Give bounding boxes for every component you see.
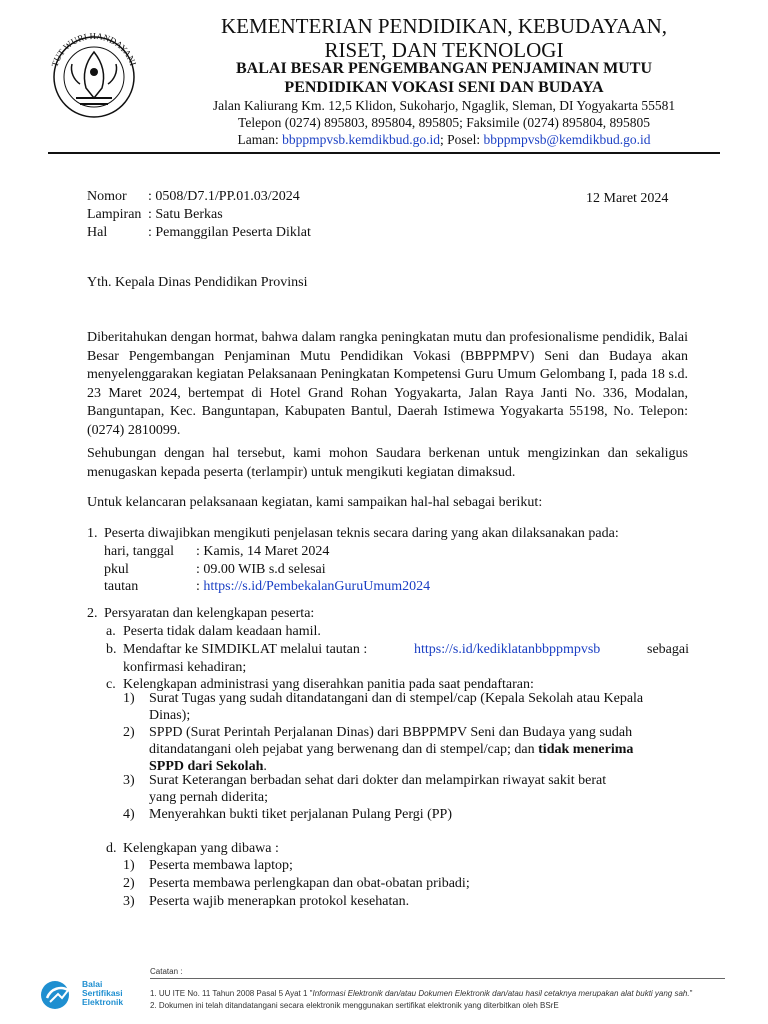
lampiran-value: : Satu Berkas bbox=[148, 207, 223, 222]
item-2c4-number: 4) bbox=[123, 807, 135, 822]
paragraph-2: Sehubungan dengan hal tersebut, kami mohon Saudara berkenan untuk mengizinkan dan sekaligus menugaskan kepada peserta (terlampir) untuk mengikuti kegiatan dimaksud. bbox=[87, 446, 688, 480]
footer-note-2: 2. Dokumen ini telah ditandatangani secara elektronik menggunakan sertifikat elektronik yang diterbitkan oleh BSrE bbox=[150, 1001, 559, 1010]
item-2c2-line-1: SPPD (Surat Perintah Perjalanan Dinas) dari BBPPMPV Seni dan Budaya yang sudah bbox=[149, 725, 633, 740]
item-2c2-line-2 bbox=[149, 741, 633, 760]
email-link[interactable]: bbppmpvsb@kemdikbud.go.id bbox=[483, 132, 651, 147]
nomor-label: Nomor bbox=[87, 189, 127, 204]
bsre-line-2: Sertifikasi bbox=[82, 988, 123, 998]
item-2d3-number: 3) bbox=[123, 894, 135, 909]
unit-line-2: PENDIDIKAN VOKASI SENI DAN BUDAYA bbox=[284, 79, 604, 96]
time-label: pkul bbox=[104, 562, 129, 577]
link-colon: : bbox=[196, 579, 204, 594]
item-2c-text: Kelengkapan administrasi yang diserahkan panitia pada saat pendaftaran: bbox=[123, 677, 534, 692]
hal-value: : Pemanggilan Peserta Diklat bbox=[148, 225, 311, 240]
ministry-line-2: RISET, DAN TEKNOLOGI bbox=[324, 38, 564, 62]
day-value: : Kamis, 14 Maret 2024 bbox=[196, 544, 330, 559]
paragraph-1: Diberitahukan dengan hormat, bahwa dalam rangka peningkatan mutu dan profesionalisme pendidik, Balai Besar Pengembangan Penjaminan Mutu Pendidikan Vokasi (BBPPMPV) Seni dan Budaya akan menyelenggarakan kegiatan Pelaksanaan Peningkatan Kompetensi Guru Umum Gelombang I, pada 18 s.d. 23 Maret 2024, bertempat di Hotel Grand Rohan Yogyakarta, Jalan Raya Janti No. 336, Modalan, Banguntapan, Kec. Banguntapan, Kabupaten Bantul, Daerah Istimewa Yogyakarta 55198, No. Telepon: (0274) 2810099. bbox=[87, 330, 688, 438]
day-label: hari, tanggal bbox=[104, 544, 174, 559]
paragraph-3: Untuk kelancaran pelaksanaan kegiatan, kami sampaikan hal-hal sebagai berikut: bbox=[87, 495, 543, 510]
footer-note-1 bbox=[150, 989, 725, 998]
item-2b-post: sebagai bbox=[647, 642, 689, 657]
footer-divider bbox=[150, 978, 725, 979]
bsre-wordmark bbox=[82, 980, 123, 1007]
item-2c3-line-1: Surat Keterangan berbadan sehat dari dokter dan melampirkan riwayat sakit berat bbox=[149, 773, 607, 788]
item-2c1-number: 1) bbox=[123, 691, 135, 706]
item-2d-text: Kelengkapan yang dibawa : bbox=[123, 841, 279, 856]
item-2c2-bold-2: SPPD dari Sekolah bbox=[149, 759, 264, 774]
bsre-line-3: Elektronik bbox=[82, 997, 124, 1007]
item-2d3-text: Peserta wajib menerapkan protokol kesehatan. bbox=[149, 894, 410, 909]
website-link[interactable]: bbppmpvsb.kemdikbud.go.id bbox=[282, 132, 441, 147]
ministry-line-1: KEMENTERIAN PENDIDIKAN, KEBUDAYAAN, bbox=[220, 14, 668, 38]
item-2d2-number: 2) bbox=[123, 876, 135, 891]
recipient: Yth. Kepala Dinas Pendidikan Provinsi bbox=[87, 275, 308, 290]
item-2c3-line-2: yang pernah diderita; bbox=[149, 790, 268, 805]
letter-date: 12 Maret 2024 bbox=[586, 191, 669, 206]
pembekalan-link[interactable]: https://s.id/PembekalanGuruUmum2024 bbox=[203, 579, 431, 594]
svg-text:TUT WURI HANDAYANI: TUT WURI HANDAYANI bbox=[49, 30, 139, 69]
item-2d1-number: 1) bbox=[123, 858, 135, 873]
time-value: : 09.00 WIB s.d selesai bbox=[196, 562, 326, 577]
item-2d1-text: Peserta membawa laptop; bbox=[149, 858, 293, 873]
item-2-text: Persyaratan dan kelengkapan peserta: bbox=[104, 606, 315, 621]
item-2c-letter: c. bbox=[106, 677, 116, 692]
item-2c3-number: 3) bbox=[123, 773, 135, 788]
contact-links bbox=[0, 132, 768, 148]
header-divider bbox=[48, 152, 720, 154]
item-2b-letter: b. bbox=[106, 642, 117, 657]
item-2-number: 2. bbox=[87, 606, 98, 621]
item-1-number: 1. bbox=[87, 526, 98, 541]
bsre-line-1: Balai bbox=[82, 979, 103, 989]
note-1-prefix: 1. UU ITE No. 11 Tahun 2008 Pasal 5 Ayat 1 " bbox=[150, 989, 313, 998]
phone: Telepon (0274) 895803, 895804, 895805; Faksimile (0274) 895804, 895805 bbox=[238, 115, 650, 130]
item-2b-line-1 bbox=[123, 641, 689, 660]
link-label: tautan bbox=[104, 579, 139, 594]
item-2c2-number: 2) bbox=[123, 725, 135, 740]
unit-line-1: BALAI BESAR PENGEMBANGAN PENJAMINAN MUTU bbox=[235, 60, 652, 77]
hal-label: Hal bbox=[87, 225, 108, 240]
web-label: Laman: bbox=[237, 132, 279, 147]
note-1-italic: Informasi Elektronik dan/atau Dokumen Elektronik dan/atau hasil cetaknya merupakan alat bukti yang sah. bbox=[312, 989, 690, 998]
item-2c1-line-2: Dinas); bbox=[149, 708, 191, 723]
item-2c4-text: Menyerahkan bukti tiket perjalanan Pulang Pergi (PP) bbox=[149, 807, 453, 822]
note-1-suffix: " bbox=[689, 989, 693, 998]
item-2c2-line-2-text: ditandatangani oleh pejabat yang berwenang dan di stempel/cap; dan bbox=[149, 742, 535, 757]
item-2a-text: Peserta tidak dalam keadaan hamil. bbox=[123, 624, 321, 639]
catatan-label: Catatan : bbox=[150, 967, 183, 976]
link-row bbox=[196, 578, 430, 597]
item-2d-letter: d. bbox=[106, 841, 117, 856]
address: Jalan Kaliurang Km. 12,5 Klidon, Sukoharjo, Ngaglik, Sleman, DI Yogyakarta 55581 bbox=[212, 98, 676, 113]
simdiklat-link[interactable]: https://s.id/kediklatanbbppmpvsb bbox=[414, 642, 601, 657]
item-2b-pre: Mendaftar ke SIMDIKLAT melalui tautan : bbox=[123, 642, 368, 657]
item-2b-line-2: konfirmasi kehadiran; bbox=[123, 660, 247, 675]
item-2c2-bold-1: tidak menerima bbox=[538, 742, 634, 757]
item-2a-letter: a. bbox=[106, 624, 116, 639]
item-2d2-text: Peserta membawa perlengkapan dan obat-obatan pribadi; bbox=[149, 876, 470, 891]
item-1-text: Peserta diwajibkan mengikuti penjelasan teknis secara daring yang akan dilaksanakan pada: bbox=[104, 526, 619, 541]
mail-label: ; Posel: bbox=[440, 132, 481, 147]
nomor-value: : 0508/D7.1/PP.01.03/2024 bbox=[148, 189, 300, 204]
item-2c2-end: . bbox=[263, 759, 267, 774]
item-2c1-line-1: Surat Tugas yang sudah ditandatangani dan di stempel/cap (Kepala Sekolah atau Kepala bbox=[149, 691, 644, 706]
lampiran-label: Lampiran bbox=[87, 207, 142, 222]
bsre-logo-icon bbox=[38, 978, 80, 1012]
